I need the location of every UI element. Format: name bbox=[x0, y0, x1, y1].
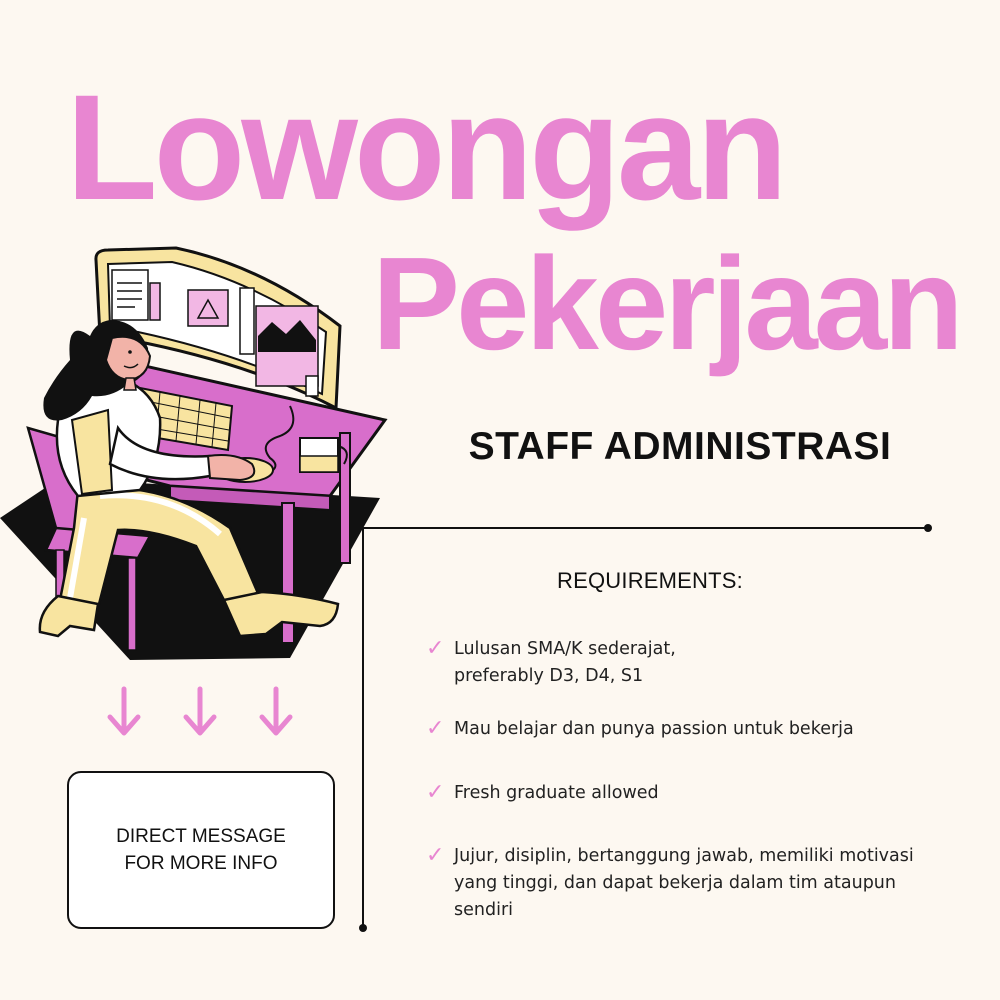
cta-text: DIRECT MESSAGE FOR MORE INFO bbox=[116, 826, 286, 874]
woman-at-computer-illustration bbox=[0, 228, 400, 668]
requirement-item bbox=[426, 780, 946, 807]
position-title: STAFF ADMINISTRASI bbox=[468, 425, 892, 468]
arrow-group bbox=[100, 685, 300, 740]
requirement-item bbox=[426, 843, 946, 924]
vertical-divider bbox=[362, 527, 364, 928]
check-icon: ✓ bbox=[426, 780, 445, 805]
arrow-down-icon bbox=[110, 689, 138, 733]
direct-message-box bbox=[67, 771, 335, 929]
requirement-text: Fresh graduate allowed bbox=[454, 783, 659, 803]
requirement-text: Mau belajar dan punya passion untuk bekerja bbox=[454, 719, 854, 739]
divider-end-dot bbox=[924, 524, 932, 532]
check-icon: ✓ bbox=[426, 716, 445, 741]
requirement-text: Jujur, disiplin, bertanggung jawab, memiliki motivasi yang tinggi, dan dapat bekerja dalam tim ataupun sendiri bbox=[454, 846, 914, 920]
requirement-item bbox=[426, 716, 946, 743]
check-icon: ✓ bbox=[426, 843, 445, 868]
requirement-item bbox=[426, 636, 946, 690]
headline-line-2: Pekerjaan bbox=[372, 230, 960, 377]
requirement-text: Lulusan SMA/K sederajat, preferably D3, D4, S1 bbox=[454, 639, 676, 686]
horizontal-divider bbox=[362, 527, 928, 529]
arrow-down-icon bbox=[262, 689, 290, 733]
headline-line-1: Lowongan bbox=[66, 63, 784, 231]
divider-end-dot bbox=[359, 924, 367, 932]
arrow-down-icon bbox=[186, 689, 214, 733]
check-icon: ✓ bbox=[426, 636, 445, 661]
requirements-heading: REQUIREMENTS: bbox=[557, 568, 743, 593]
